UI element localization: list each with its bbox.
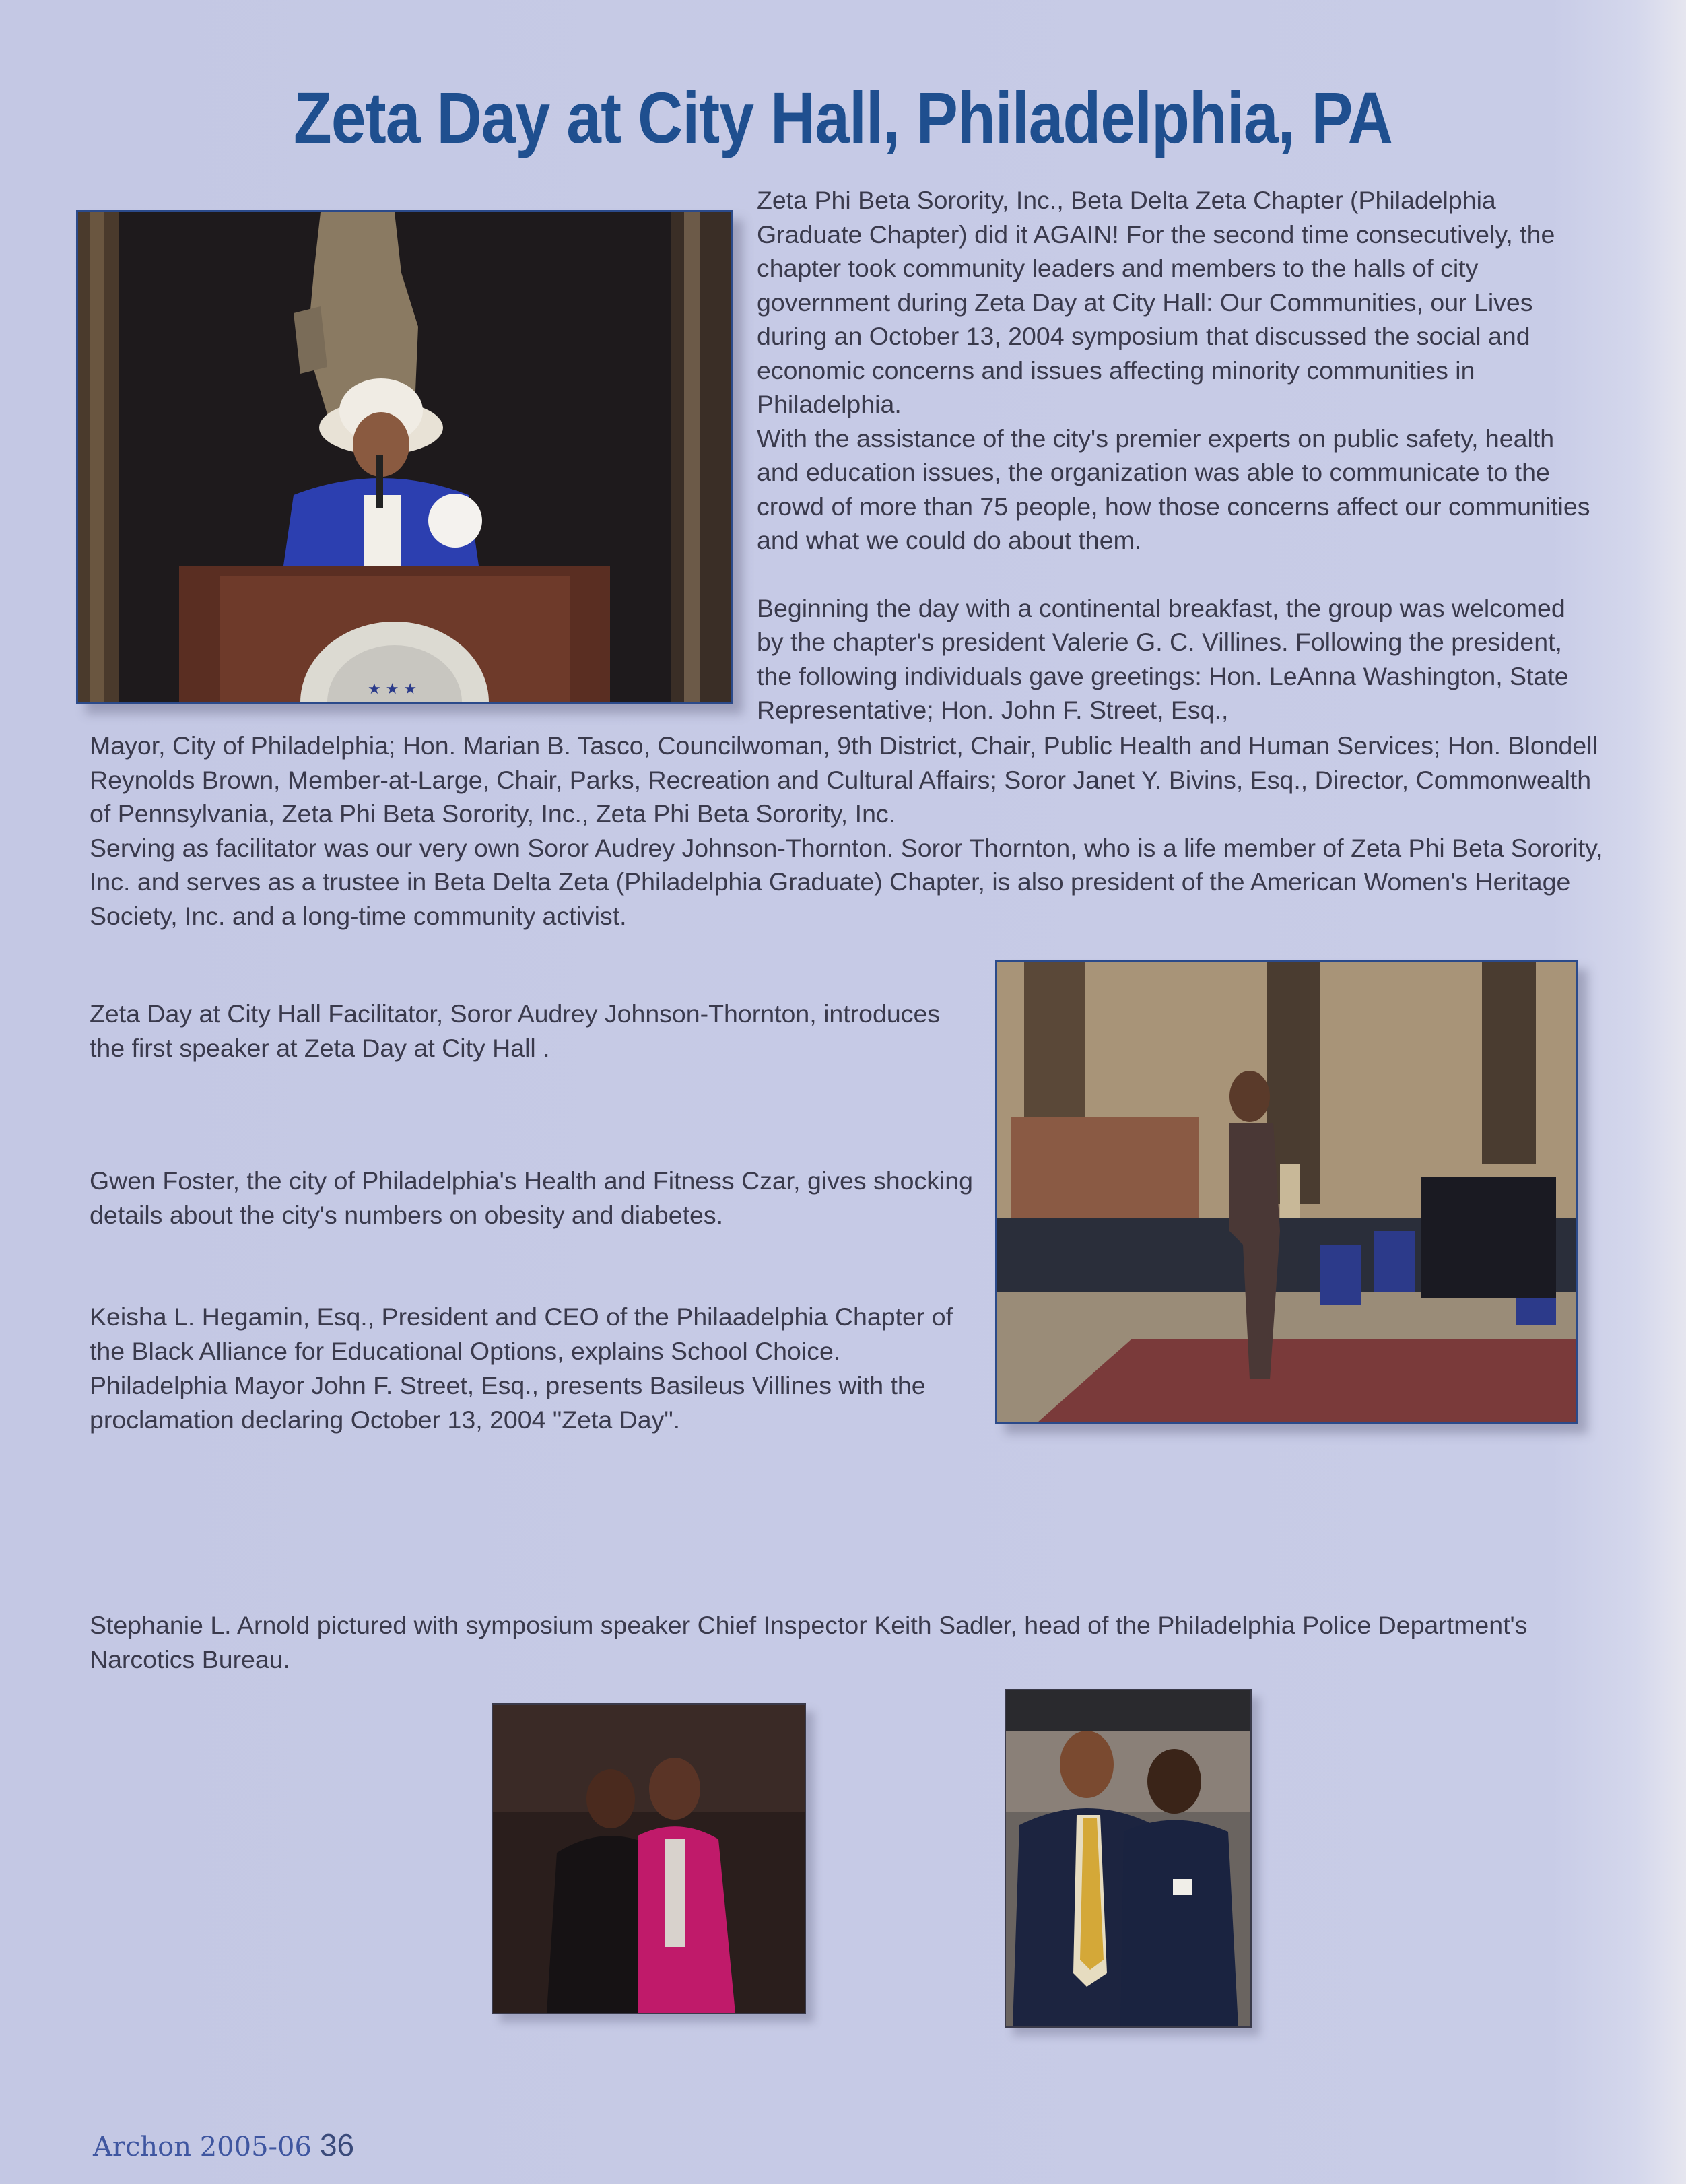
intro-paragraph-5: Serving as facilitator was our very own Soror Audrey Johnson-Thornton. Soror Thornton, who is a life member of Zeta Phi Beta Sorority, Inc. and serves as a trustee in Beta Delta Zeta (Philadelphia Graduate) Chapter, is also president of the American Women's Heritage Society, Inc. and a long-time community activist. [90,833,1603,930]
caption-stephanie-arnold: Stephanie L. Arnold pictured with symposium speaker Chief Inspector Keith Sadler, head of the Philadelphia Police Department's Narcotics Bureau. [90,1611,1528,1674]
photo-facilitator-hall [995,960,1578,1424]
page-number: 36 [319,2127,355,2162]
svg-text:★ ★ ★: ★ ★ ★ [368,681,417,698]
photo-inspector-sadler [1005,1689,1252,2028]
intro-paragraph-3: Beginning the day with a continental breakfast, the group was welcomed by the chapter's president Valerie G. C. Villines. Following the president, the following individuals gave greetings: Hon. LeAnna Washington, State Representative; Hon. John F. Street, Esq., [757,593,1569,724]
caption-facilitator: Zeta Day at City Hall Facilitator, Soror Audrey Johnson-Thornton, introduces the first speaker at Zeta Day at City Hall . [90,999,941,1062]
publication-name: Archon 2005-06 [93,2131,312,2162]
intro-paragraph-2: With the assistance of the city's premier experts on public safety, health and education issues, the organization was able to communicate to the crowd of more than 75 people, how those concerns affect our communities and what we could do about them. [757,424,1590,554]
photo-podium-speaker [76,210,733,704]
intro-fullwidth [90,729,1603,933]
intro-paragraph-4: Mayor, City of Philadelphia; Hon. Marian B. Tasco, Councilwoman, 9th District, Chair, Public Health and Human Services; Hon. Blondell Reynolds Brown, Member-at-Large, Chair, Parks, Recreation and Cultural Affairs; Soror Janet Y. Bivins, Esq., Director, Commonwealth of Pennsylvania, Zeta Phi Beta Sorority, Inc., Zeta Phi Beta Sorority, Inc. [90,731,1598,828]
caption-gwen-foster: Gwen Foster, the city of Philadelphia's Health and Fitness Czar, gives shocking details about the city's numbers on obesity and diabetes. [90,1166,973,1229]
photo-two-women [492,1703,806,2014]
intro-column [757,183,1597,727]
caption-keisha-hegamin: Keisha L. Hegamin, Esq., President and CEO of the Philaadelphia Chapter of the Black Alliance for Educational Options, explains School Choice. Philadelphia Mayor John F. Street, Esq., presents Basileus Villines with the proclamation declaring October 13, 2004 "Zeta Day". [90,1300,978,1437]
page-footer [93,2127,354,2163]
intro-paragraph-1: Zeta Phi Beta Sorority, Inc., Beta Delta Zeta Chapter (Philadelphia Graduate Chapter) did it AGAIN! For the second time consecutively, the chapter took community leaders and members to the halls of city government during Zeta Day at City Hall: Our Communities, our Lives during an October 13, 2004 symposium that discussed the social and economic concerns and issues affecting minority communities in Philadelphia. [757,186,1555,418]
caption-mayor-street: Philadelphia Mayor John F. Street, Esq., presents Basileus Villines with the proclamation declaring October 13, 2004 "Zeta Day". [90,1371,926,1434]
page-title: Zeta Day at City Hall, Philadelphia, PA [294,77,1392,158]
